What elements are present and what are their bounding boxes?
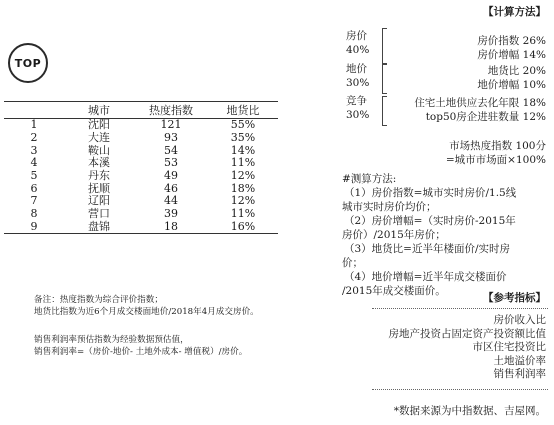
group-land-bracket xyxy=(382,64,387,94)
table-row xyxy=(4,208,278,221)
cell-heat-index: 44 xyxy=(164,194,178,208)
method-group-price xyxy=(346,28,546,62)
reference-title: 【参考指标】 xyxy=(483,292,546,304)
heat-score-line1: 市场热度指数 100分 xyxy=(449,140,546,152)
cell-city: 鞍山 xyxy=(88,143,110,157)
table-header-row xyxy=(4,102,278,119)
top-badge: TOP xyxy=(8,43,48,83)
table-row xyxy=(4,221,278,234)
cell-city: 本溪 xyxy=(88,156,110,170)
cell-heat-index: 53 xyxy=(164,156,178,170)
cell-rank: 5 xyxy=(30,169,38,183)
formula-line: （1）房价指数=城市实时房价/1.5线 xyxy=(344,187,517,199)
cell-rank: 7 xyxy=(30,194,38,208)
method-group-competition xyxy=(346,94,546,126)
formulas-body xyxy=(342,186,552,298)
header-rank xyxy=(4,102,64,119)
cell-land-price-ratio: 11% xyxy=(230,207,256,221)
cell-heat-index: 46 xyxy=(164,181,178,195)
formula-line: 价； xyxy=(342,257,363,269)
method-title: 【计算方法】 xyxy=(483,6,546,18)
reference-item: 房价收入比 xyxy=(493,314,546,326)
header-land-price-ratio: 地货比 xyxy=(208,102,278,119)
reference-item: 销售利润率 xyxy=(493,368,546,381)
cell-city: 辽阳 xyxy=(88,194,110,208)
group-land-weight: 30% xyxy=(346,77,370,89)
formula-line: 城市实时房价均价； xyxy=(342,201,437,213)
reference-divider-top xyxy=(372,308,548,309)
formula-line: /2015年成交楼面价。 xyxy=(342,285,446,297)
cell-rank: 4 xyxy=(30,156,38,170)
item-price-index: 房价指数 26% xyxy=(477,35,546,47)
table-row xyxy=(4,144,278,157)
ranking-table xyxy=(4,101,278,234)
cell-land-price-ratio: 55% xyxy=(230,118,256,132)
table-row xyxy=(4,119,278,132)
cell-land-price-ratio: 35% xyxy=(230,131,256,145)
cell-land-price-ratio: 12% xyxy=(230,194,256,208)
method-group-land xyxy=(346,62,546,94)
cell-land-price-ratio: 12% xyxy=(230,169,256,183)
cell-rank: 9 xyxy=(4,221,64,234)
item-top50: top50房企进驻数量 12% xyxy=(425,111,546,123)
cell-land-price-ratio: 16% xyxy=(208,221,278,234)
cell-land-price-ratio: 14% xyxy=(230,143,256,157)
cell-city: 营口 xyxy=(88,207,110,221)
table-row xyxy=(4,195,278,208)
header-city: 城市 xyxy=(64,102,134,119)
table-row xyxy=(4,132,278,145)
group-competition-name: 竞争 xyxy=(346,95,367,107)
cell-city: 沈阳 xyxy=(88,118,110,132)
cell-heat-index: 39 xyxy=(164,207,178,221)
data-source: *数据来源为中指数据、吉屋网。 xyxy=(393,405,546,417)
cell-rank: 8 xyxy=(30,207,38,221)
note-heat-index: 备注：热度指数为综合评价指数； xyxy=(34,295,163,305)
note-profit-formula: 销售利润率=（房价-地价- 土地外成本- 增值税）/房价。 xyxy=(34,347,248,357)
reference-item: 土地溢价率 xyxy=(493,354,546,367)
cell-land-price-ratio: 18% xyxy=(230,181,256,195)
formula-line: （3）地货比=近半年楼面价/实时房 xyxy=(344,243,511,255)
group-competition-weight: 30% xyxy=(346,109,370,121)
reference-item: 市区住宅投资比 xyxy=(472,341,546,354)
cell-heat-index: 121 xyxy=(160,118,182,132)
reference-list xyxy=(389,314,547,382)
table-row xyxy=(4,157,278,170)
cell-city: 丹东 xyxy=(88,169,110,183)
note-land-price-ratio: 地货比指数为近6个月成交楼面地价/2018年4月成交房价。 xyxy=(34,307,259,317)
heat-score-line2: =城市市场面×100% xyxy=(445,154,546,166)
formula-line: 房价）/2015年房价； xyxy=(342,229,446,241)
formula-line: （4）地价增幅=近半年成交楼面价 xyxy=(344,271,507,283)
item-land-ratio: 地货比 20% xyxy=(487,65,546,77)
group-land-name: 地价 xyxy=(346,63,367,75)
cell-city: 抚顺 xyxy=(88,181,110,195)
item-land-supply: 住宅土地供应去化年限 18% xyxy=(414,97,546,109)
item-land-growth: 地价增幅 10% xyxy=(477,79,546,91)
formulas-title: #测算方法: xyxy=(342,173,397,185)
group-price-name: 房价 xyxy=(346,30,367,42)
cell-heat-index: 18 xyxy=(134,221,208,234)
table-row xyxy=(4,170,278,183)
cell-rank: 6 xyxy=(30,181,38,195)
group-price-bracket xyxy=(382,28,387,64)
reference-item: 房地产投资占固定资产投资额比值 xyxy=(388,327,546,340)
cell-rank: 3 xyxy=(30,143,38,157)
cell-heat-index: 93 xyxy=(164,131,178,145)
cell-land-price-ratio: 11% xyxy=(230,156,256,170)
cell-city: 盘锦 xyxy=(64,221,134,234)
cell-heat-index: 49 xyxy=(164,169,178,183)
cell-rank: 2 xyxy=(30,131,38,145)
note-profit-estimate: 销售利润率预估指数为经验数据预估值， xyxy=(34,335,189,345)
table-row xyxy=(4,182,278,195)
formula-line: （2）房价增幅=（实时房价-2015年 xyxy=(344,215,516,227)
cell-heat-index: 54 xyxy=(164,143,178,157)
group-price-weight: 40% xyxy=(346,44,370,56)
item-price-growth: 房价增幅 14% xyxy=(477,49,546,61)
cell-rank: 1 xyxy=(30,118,38,132)
reference-divider-bottom xyxy=(372,389,548,390)
header-heat-index: 热度指数 xyxy=(134,102,208,119)
cell-city: 大连 xyxy=(88,131,110,145)
group-competition-bracket xyxy=(382,96,387,126)
